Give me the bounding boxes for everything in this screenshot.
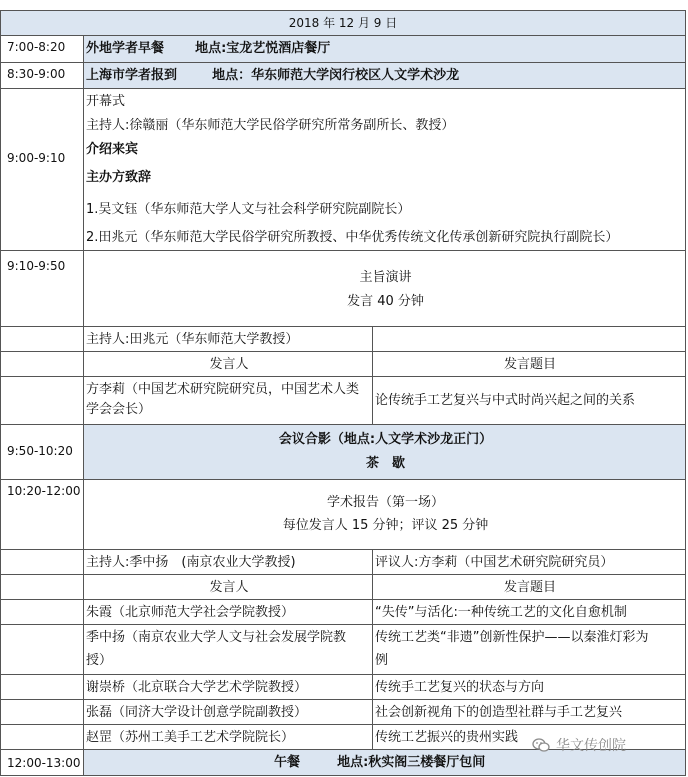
speaker-header: 发言人 [209, 357, 249, 372]
table-row [0, 700, 686, 725]
time-breakfast: 7:00-8:20 [7, 40, 66, 54]
time-keynote: 9:10-9:50 [7, 259, 66, 273]
talk-topic: 传统工艺类“非遗”创新性保护——以秦淮灯彩为 [375, 630, 649, 645]
keynote-topic: 论传统手工艺复兴与中式时尚兴起之间的关系 [375, 393, 636, 408]
photo-title: 会议合影（地点:人文学术沙龙正门） [278, 432, 493, 447]
opening-speaker-1: 1.吴文钰（华东师范大学人文与社会科学研究院副院长） [86, 202, 411, 217]
row-breakfast [0, 36, 686, 63]
session1-title: 学术报告（第一场） [326, 495, 444, 510]
row-session1-headers [0, 575, 686, 600]
talk-topic: “失传”与活化:一种传统工艺的文化自愈机制 [375, 605, 627, 620]
talk-topic: 传统手工艺复兴的状态与方向 [375, 680, 545, 695]
row-session1-host [0, 550, 686, 575]
event-register: 上海市学者报到 [86, 68, 178, 83]
keynote-speaker-line-1: 方李莉（中国艺术研究院研究员，中国艺术人类 [86, 382, 360, 397]
tea-break: 茶 歇 [365, 456, 405, 471]
keynote-title: 主旨演讲 [359, 270, 412, 285]
keynote-subtitle: 发言 40 分钟 [347, 294, 424, 309]
date-header [0, 10, 686, 36]
topic-header: 发言题目 [503, 357, 556, 372]
location-register: 地点：华东师范大学闵行校区人文学术沙龙 [212, 68, 460, 83]
event-lunch: 午餐 [274, 755, 301, 770]
opening-address: 主办方致辞 [86, 170, 152, 185]
time-photo: 9:50-10:20 [7, 444, 73, 458]
date-label: 2018 年 12 月 9 日 [288, 16, 398, 30]
location-breakfast: 地点:宝龙艺悦酒店餐厅 [195, 41, 331, 56]
talk-speaker: 赵罡（苏州工美手工艺术学院院长） [86, 730, 295, 745]
time-lunch: 12:00-13:00 [7, 756, 81, 770]
talk-speaker-cont: 授） [86, 653, 113, 668]
location-lunch: 地点:秋实阁三楼餐厅包间 [337, 755, 486, 770]
session1-subtitle: 每位发言人 15 分钟；评议 25 分钟 [282, 518, 489, 533]
talk-topic-cont: 例 [375, 653, 389, 668]
wechat-icon [532, 738, 550, 752]
row-keynote-speaker [0, 377, 686, 425]
speaker-header: 发言人 [209, 580, 249, 595]
table-row [0, 675, 686, 700]
opening-speaker-2: 2.田兆元（华东师范大学民俗学研究所教授、中华优秀传统文化传承创新研究院执行副院长） [86, 230, 619, 245]
opening-guests: 介绍来宾 [86, 142, 139, 157]
time-register: 8:30-9:00 [7, 67, 66, 81]
watermark [532, 736, 626, 756]
time-session1: 10:20-12:00 [7, 484, 81, 498]
talk-topic: 传统工艺振兴的贵州实践 [375, 730, 519, 745]
time-opening: 9:00-9:10 [7, 151, 66, 165]
talk-topic: 社会创新视角下的创造型社群与手工艺复兴 [375, 705, 623, 720]
session1-host: 主持人:季中扬 (南京农业大学教授) [86, 555, 296, 570]
talk-speaker: 谢崇桥（北京联合大学艺术学院教授） [86, 680, 308, 695]
row-session1 [0, 480, 686, 550]
watermark-text: 华文传创院 [556, 738, 626, 754]
table-row [0, 625, 686, 675]
row-opening [0, 89, 686, 251]
talk-speaker: 季中扬（南京农业大学人文与社会发展学院教 [86, 630, 347, 645]
row-keynote-headers [0, 352, 686, 377]
talk-speaker: 张磊（同济大学设计创意学院副教授） [86, 705, 308, 720]
session1-reviewer: 评议人:方李莉（中国艺术研究院研究员） [375, 555, 614, 570]
keynote-host: 主持人:田兆元（华东师范大学教授） [86, 332, 299, 347]
table-row [0, 600, 686, 625]
event-breakfast: 外地学者早餐 [86, 41, 165, 56]
keynote-speaker-line-2: 学会会长） [86, 402, 152, 417]
row-register [0, 63, 686, 89]
opening-host: 主持人:徐赣丽（华东师范大学民俗学研究所常务副所长、教授） [86, 118, 455, 133]
row-photo [0, 425, 686, 480]
opening-title: 开幕式 [86, 94, 126, 109]
row-keynote-host [0, 327, 686, 352]
talk-speaker: 朱霞（北京师范大学社会学院教授） [86, 605, 295, 620]
row-keynote [0, 251, 686, 327]
topic-header: 发言题目 [503, 580, 556, 595]
